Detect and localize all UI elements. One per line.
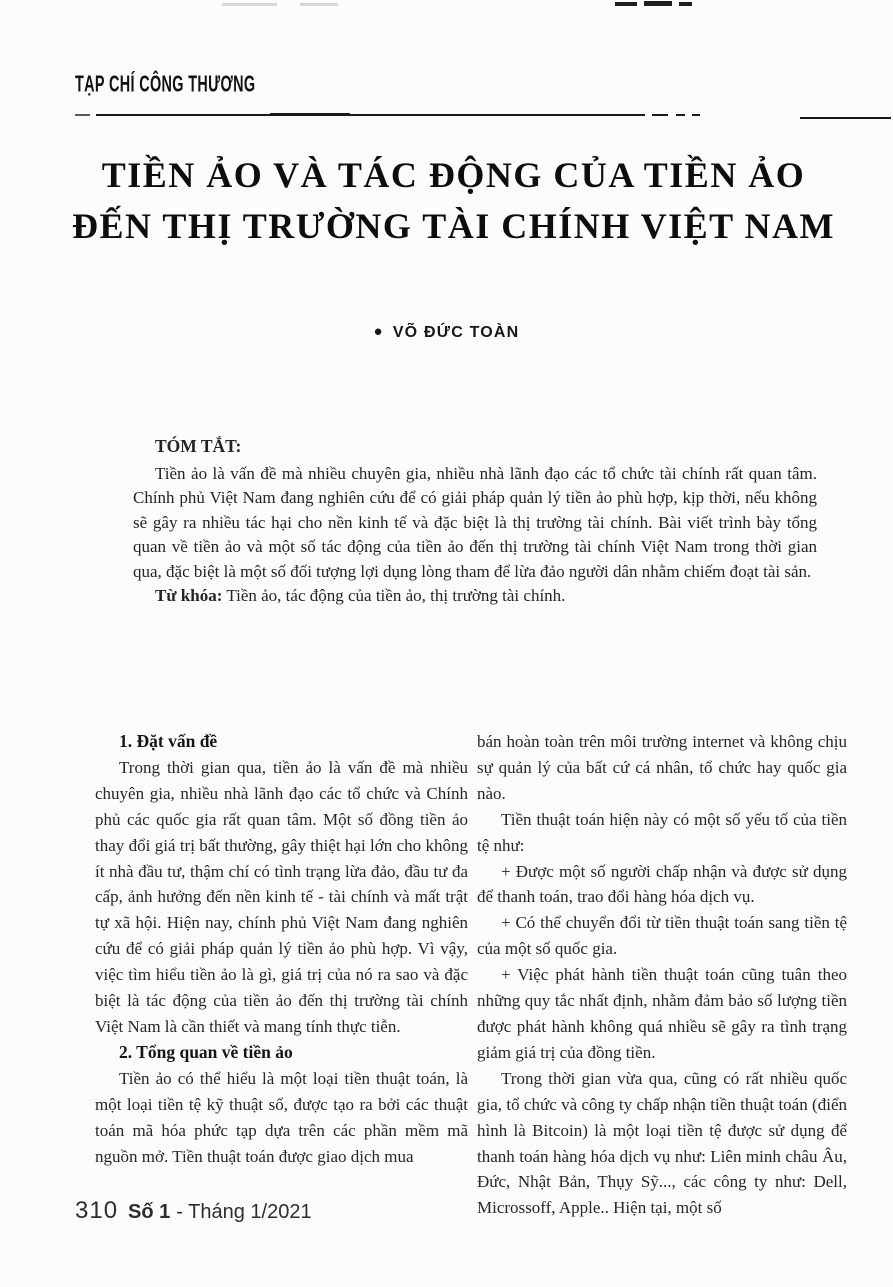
- right-column: [477, 729, 847, 1221]
- paragraph: + Được một số người chấp nhận và được sử dụng để thanh toán, trao đổi hàng hóa dịch vụ.: [477, 861, 847, 907]
- scan-artifact: [615, 2, 637, 6]
- keywords-text: Tiền ảo, tác động của tiền ảo, thị trường tài chính.: [226, 586, 566, 605]
- paragraph: Tiền ảo có thể hiểu là một loại tiền thuật toán, là một loại tiền tệ kỹ thuật số, được tạo ra bởi các thuật toán mã hóa phức tạp dựa trên các phần mềm mã nguồn mở. Tiền thuật toán được giao dịch mua: [95, 1068, 468, 1166]
- abstract-section: [133, 434, 817, 609]
- paragraph: Trong thời gian qua, tiền ảo là vấn đề mà nhiều chuyên gia, nhiều nhà lãnh đạo các tổ chức và Chính phủ các quốc gia rất quan tâm. Một số đồng tiền ảo thay đổi giá trị bất thường, gây thiệt hại lớn cho không ít nhà đầu tư, thậm chí có tình trạng lừa đảo, đầu tư đa cấp, ảnh hưởng đến nền kinh tế - tài chính và mất trật tự xã hội. Hiện nay, chính phủ Việt Nam đang nghiên cứu để có giải pháp quản lý tiền ảo phù hợp. Vì vậy, việc tìm hiểu tiền ảo là gì, giá trị của nó ra sao và đặc biệt là tác động của tiền ảo đến thị trường tài chính Việt Nam là cần thiết và mang tính thực tiễn.: [95, 757, 468, 1036]
- abstract-heading: TÓM TẮT:: [155, 436, 242, 456]
- scan-artifact: [679, 2, 692, 6]
- scan-artifact: [222, 3, 277, 6]
- abstract-text: Tiền ảo là vấn đề mà nhiều chuyên gia, nhiều nhà lãnh đạo các tổ chức tài chính rất quan tâm. Chính phủ Việt Nam đang nghiên cứu để có giải pháp quản lý tiền ảo phù hợp, kịp thời, nếu không sẽ gây ra nhiều tác hại cho nền kinh tế và đặc biệt là thị trường tài chính. Bài viết trình bày tổng quan về tiền ảo và một số tác động của tiền ảo đến thị trường tài chính Việt Nam trong thời gian qua, đặc biệt là một số đối tượng lợi dụng lòng tham để lừa đảo người dân nhằm chiếm đoạt tài sản.: [133, 463, 817, 581]
- title-line-2: ĐẾN THỊ TRƯỜNG TÀI CHÍNH VIỆT NAM: [72, 206, 835, 246]
- footer-issue: Số 1: [128, 1201, 171, 1223]
- paragraph: Trong thời gian vừa qua, cũng có rất nhiều quốc gia, tổ chức và công ty chấp nhận tiền thuật toán (điển hình là Bitcoin) là một loại tiền tệ được sử dụng để thanh toán hàng hóa dịch vụ như: Liên minh châu Âu, Đức, Nhật Bản, Thụy Sỹ..., các công ty như: Dell, Microssoff, Apple.. Hiện tại, một số: [477, 1068, 847, 1218]
- journal-name: TẠP CHÍ CÔNG THƯƠNG: [75, 72, 256, 98]
- footer-date: - Tháng 1/2021: [176, 1201, 312, 1223]
- header-rule: [270, 113, 350, 116]
- scan-artifact: [644, 1, 672, 6]
- scan-artifact: [300, 3, 338, 6]
- section-heading: 1. Đặt vấn đề: [119, 731, 218, 751]
- header-rule: [676, 114, 685, 116]
- author-line: [0, 324, 893, 342]
- page-footer: [75, 1197, 312, 1225]
- article-title: [0, 150, 893, 252]
- footer-page-number: 310: [75, 1197, 119, 1224]
- paragraph: + Việc phát hành tiền thuật toán cũng tuân theo những quy tắc nhất định, nhằm đảm bảo số lượng tiền được phát hành không quá nhiều sẽ gây ra tình trạng giảm giá trị của đồng tiền.: [477, 965, 847, 1062]
- header-rule: [692, 114, 700, 116]
- paragraph: Tiền thuật toán hiện này có một số yếu tố của tiền tệ như:: [477, 809, 847, 855]
- header-rule: [800, 117, 891, 119]
- paragraph: bán hoàn toàn trên môi trường internet và không chịu sự quản lý của bất cứ cá nhân, tổ chức hay quốc gia nào.: [477, 732, 847, 803]
- bullet-icon: ●: [373, 323, 384, 340]
- title-line-1: TIỀN ẢO VÀ TÁC ĐỘNG CỦA TIỀN ẢO: [101, 155, 806, 195]
- keywords-label: Từ khóa:: [155, 586, 223, 605]
- header-rule: [96, 114, 645, 116]
- header-rule: [75, 114, 90, 116]
- section-heading: 2. Tổng quan về tiền ảo: [119, 1041, 293, 1062]
- body-columns: [95, 729, 847, 1221]
- author-name: VÕ ĐỨC TOÀN: [392, 324, 520, 341]
- keywords-line: [133, 584, 817, 609]
- left-column: [95, 729, 468, 1221]
- header-rule: [652, 114, 668, 116]
- paragraph: + Có thể chuyển đổi từ tiền thuật toán sang tiền tệ của một số quốc gia.: [477, 913, 847, 959]
